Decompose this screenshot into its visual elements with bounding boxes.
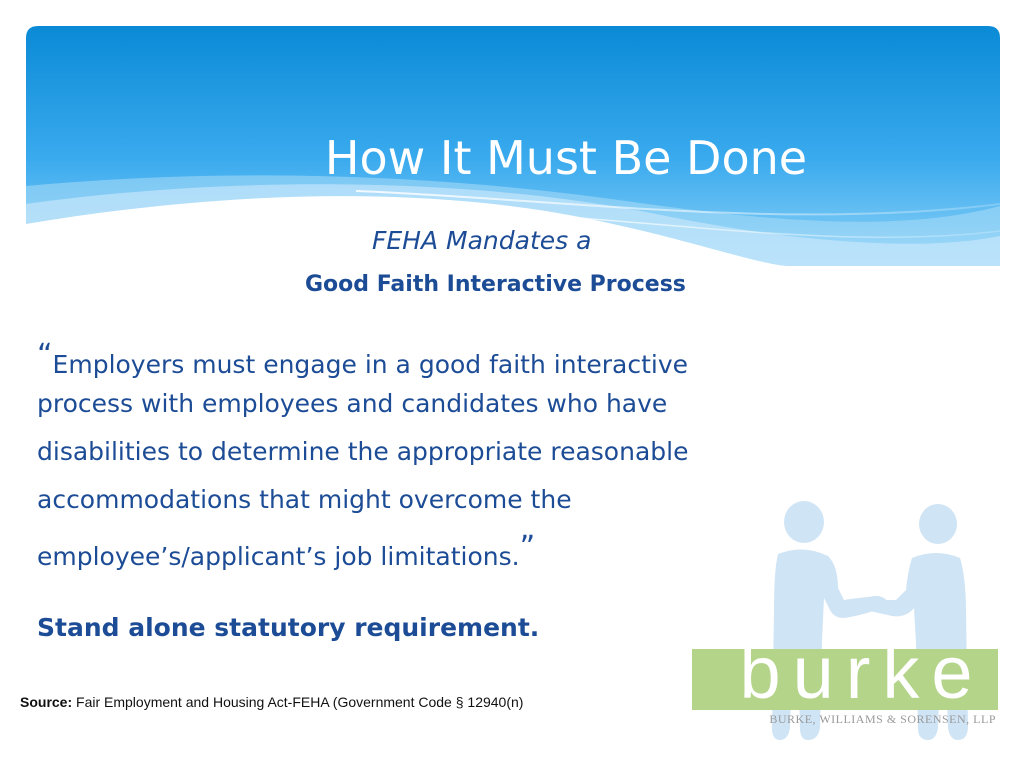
slide-title: How It Must Be Done	[324, 131, 808, 185]
quote-line-2: process with employees and candidates who have	[37, 389, 668, 418]
quote-line-5-text: employee’s/applicant’s job limitations.	[37, 542, 520, 571]
quote-line-5	[37, 532, 535, 573]
subtitle-good-faith-process: Good Faith Interactive Process	[305, 272, 686, 297]
source-citation	[20, 694, 523, 710]
quote-line-4: accommodations that might overcome the	[37, 485, 572, 514]
quote-line-1	[37, 340, 688, 381]
open-quote-mark: “	[37, 338, 53, 373]
source-text: Fair Employment and Housing Act-FEHA (Government Code § 12940(n)	[76, 694, 524, 710]
source-label: Source:	[20, 694, 73, 710]
quote-line-3: disabilities to determine the appropriate reasonable	[37, 437, 689, 466]
quote-line-1-text: Employers must engage in a good faith interactive	[52, 350, 688, 379]
logo-firm-name: BURKE, WILLIAMS & SORENSEN, LLP	[769, 712, 996, 726]
logo-wordmark: burke	[739, 631, 985, 714]
statutory-statement: Stand alone statutory requirement.	[37, 613, 540, 642]
close-quote-mark: ”	[519, 530, 536, 565]
burke-logo	[692, 631, 998, 714]
subtitle-feha-mandates: FEHA Mandates a	[372, 226, 592, 255]
